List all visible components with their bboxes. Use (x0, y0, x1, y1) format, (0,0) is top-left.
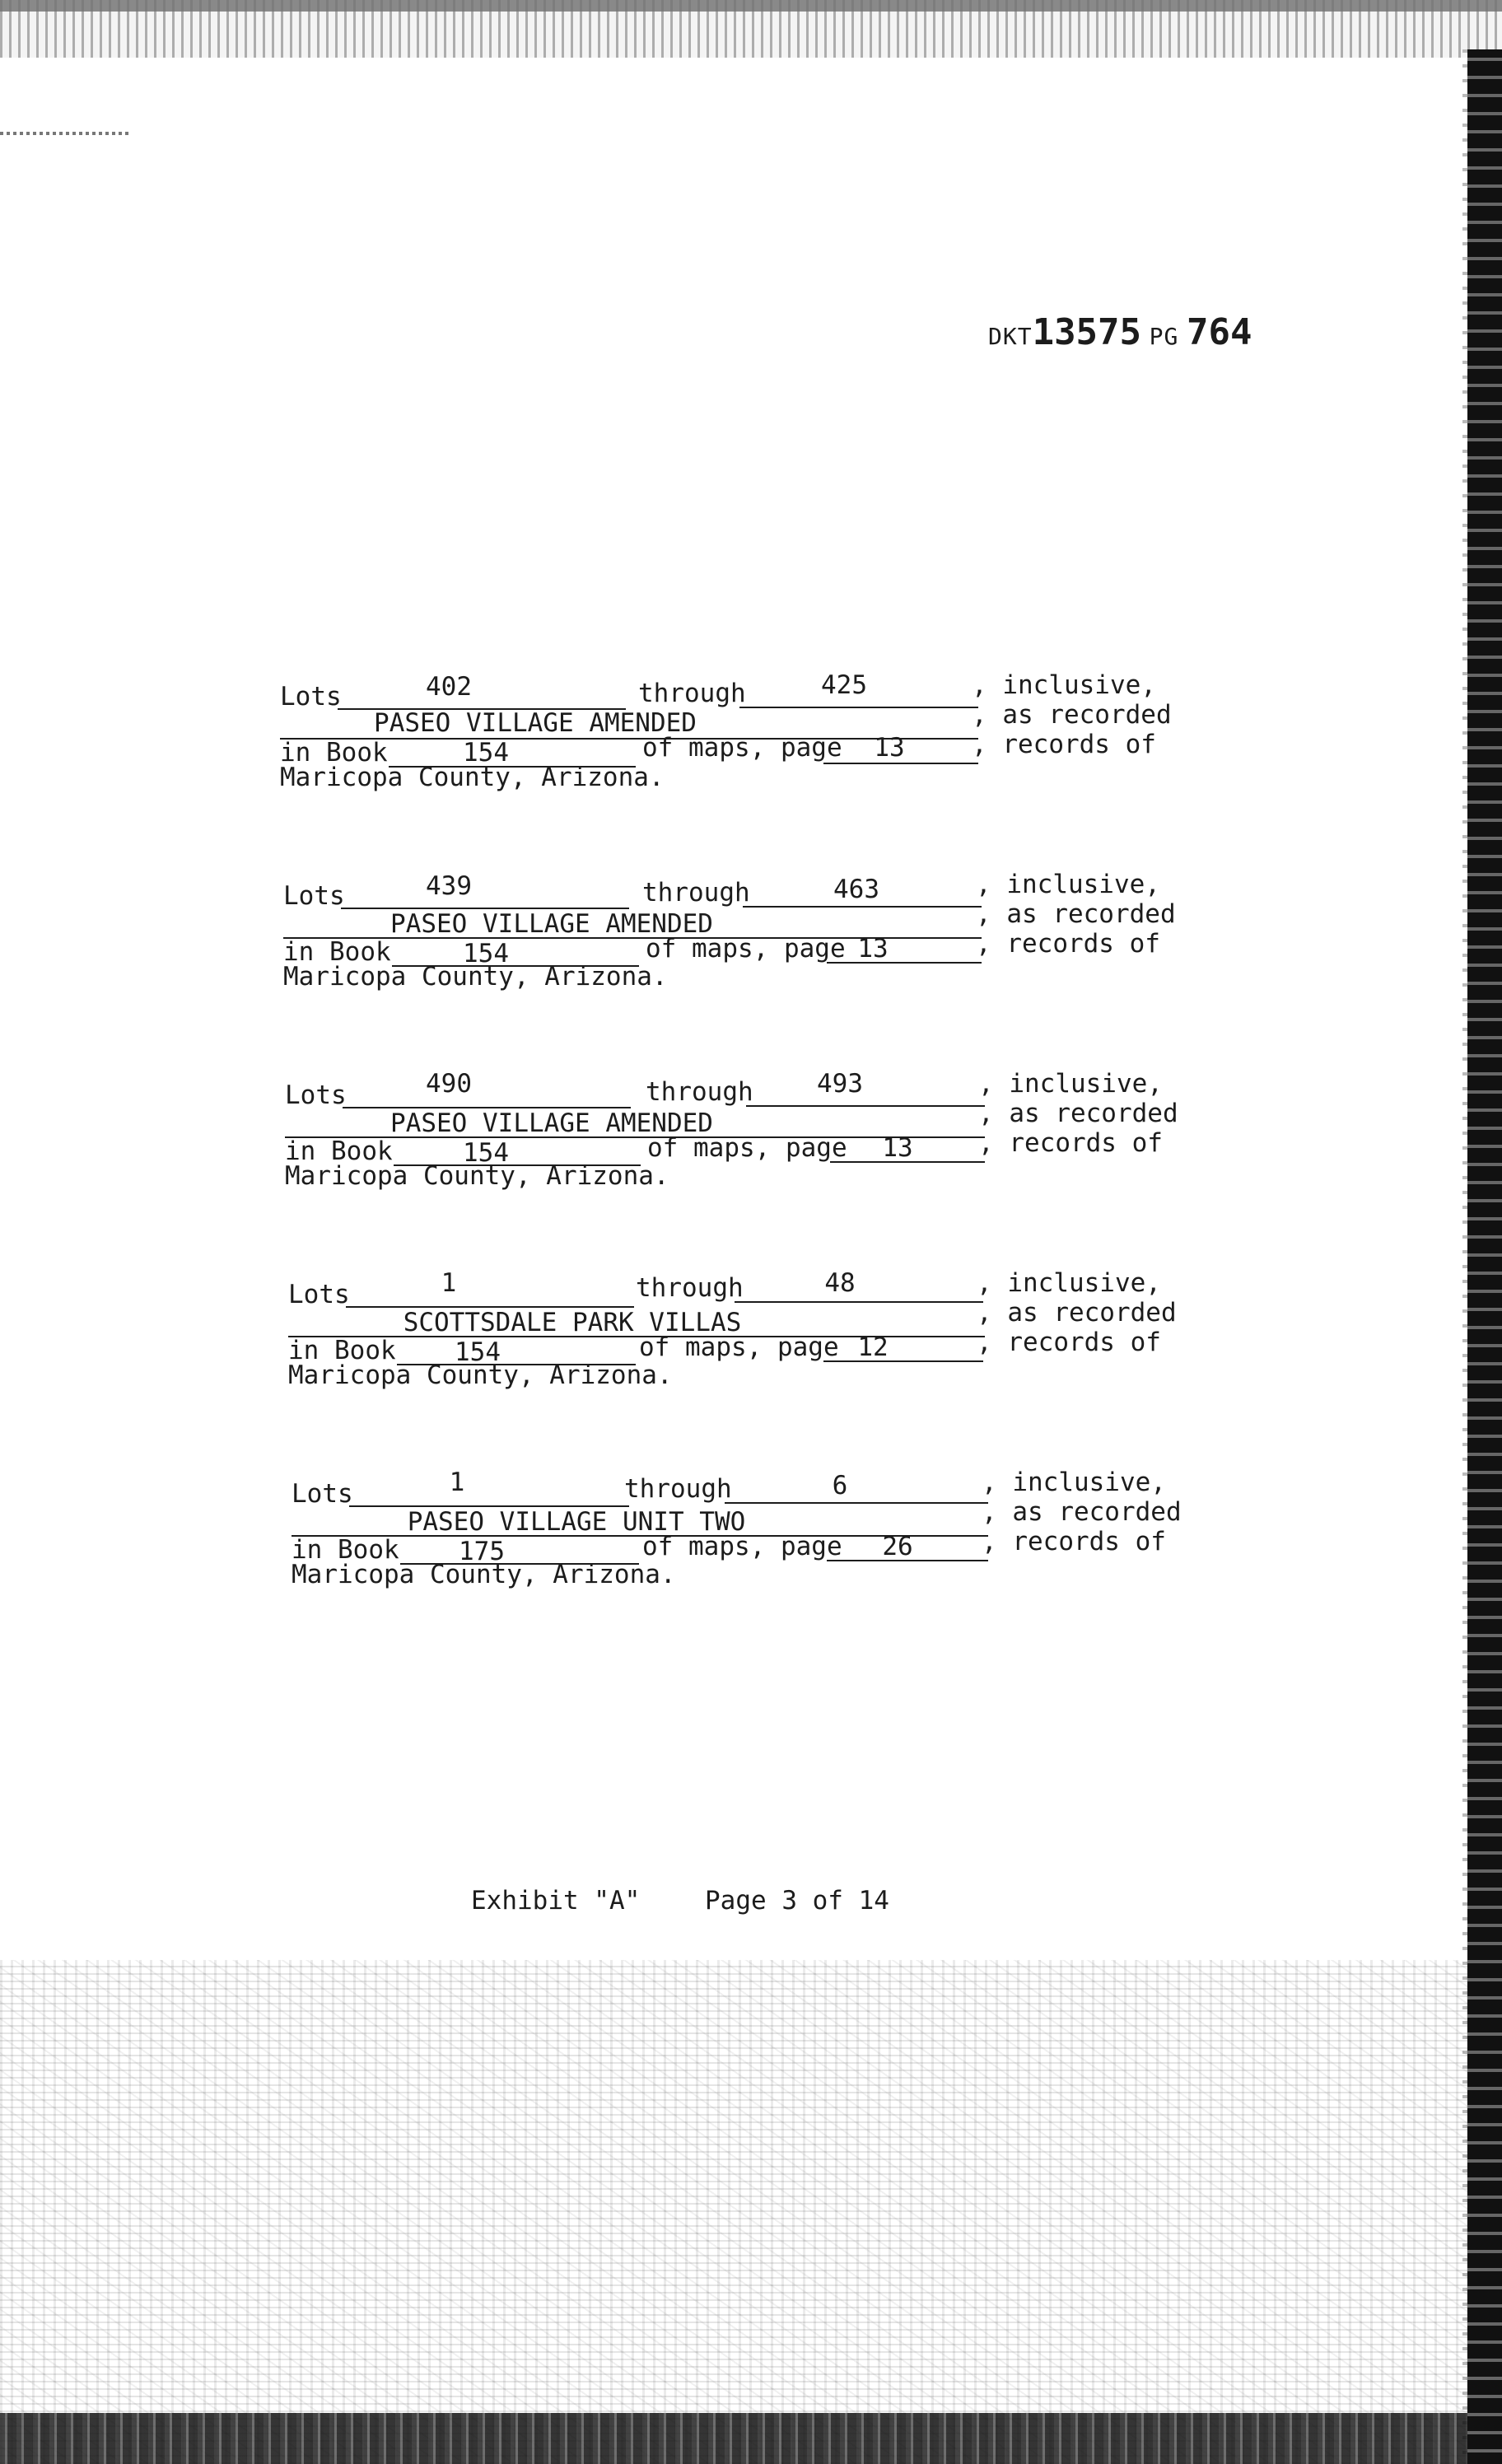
book-value: 154 (455, 1337, 501, 1367)
subdivision-name: PASEO VILLAGE UNIT TWO (407, 1507, 746, 1537)
lots-from-value: 1 (449, 1468, 465, 1497)
scan-edge-bottom (0, 2413, 1467, 2464)
lots-label: Lots (288, 1280, 350, 1309)
county-text: Maricopa County, Arizona. (288, 1360, 673, 1390)
lots-from-value: 439 (426, 871, 472, 901)
lots-to-value: 463 (833, 875, 879, 904)
lots-label: Lots (292, 1479, 353, 1509)
of-maps-label: of maps, page (642, 1532, 842, 1561)
of-maps-label: of maps, page (646, 934, 846, 964)
book-value: 154 (463, 1138, 509, 1168)
lots-from-value: 402 (426, 672, 472, 702)
docket-number: 13575 (1032, 311, 1142, 353)
page-count: Page 3 of 14 (705, 1886, 889, 1916)
lots-to-value: 425 (821, 670, 867, 700)
scan-edge-top (0, 0, 1502, 58)
inclusive-label: , inclusive, (976, 870, 1160, 899)
docket-reference (988, 311, 1252, 353)
as-recorded-label: , as recorded (977, 1298, 1177, 1328)
lot-entry (280, 1464, 1186, 1589)
as-recorded-label: , as recorded (972, 700, 1172, 730)
in-book-label: in Book (288, 1336, 396, 1365)
as-recorded-label: , as recorded (982, 1497, 1182, 1527)
inclusive-label: , inclusive, (977, 1268, 1161, 1298)
in-book-label: in Book (285, 1136, 393, 1166)
lots-label: Lots (280, 682, 342, 712)
lot-entry (280, 1265, 1186, 1390)
scan-noise-bottom (0, 1960, 1467, 2464)
county-text: Maricopa County, Arizona. (292, 1560, 676, 1589)
of-maps-label: of maps, page (639, 1332, 839, 1362)
lots-to-value: 493 (817, 1069, 863, 1099)
through-label: through (638, 679, 746, 708)
through-label: through (646, 1077, 753, 1107)
page-value: 12 (857, 1332, 889, 1362)
lots-label: Lots (283, 881, 345, 911)
through-label: through (636, 1273, 744, 1303)
in-book-label: in Book (292, 1535, 399, 1565)
book-value: 175 (459, 1537, 505, 1566)
subdivision-name: PASEO VILLAGE AMENDED (390, 1108, 713, 1138)
lot-entry (280, 1066, 1186, 1191)
lots-to-line (743, 906, 982, 908)
records-of-label: , records of (982, 1527, 1166, 1556)
page-value: 26 (882, 1532, 913, 1561)
in-book-label: in Book (280, 738, 388, 768)
lots-from-value: 1 (441, 1268, 457, 1298)
page-value: 13 (882, 1133, 913, 1163)
records-of-label: , records of (976, 929, 1160, 959)
scan-edge-right (1467, 49, 1502, 2464)
inclusive-label: , inclusive, (978, 1069, 1163, 1099)
inclusive-label: , inclusive, (982, 1468, 1166, 1497)
scan-stray-mark (0, 132, 132, 135)
book-value: 154 (463, 738, 509, 768)
records-of-label: , records of (972, 730, 1156, 759)
lots-to-line (735, 1301, 983, 1303)
lot-entry (280, 866, 1186, 992)
lots-to-line (746, 1105, 985, 1107)
lots-to-value: 48 (824, 1268, 856, 1298)
county-text: Maricopa County, Arizona. (280, 763, 665, 792)
subdivision-name: SCOTTSDALE PARK VILLAS (403, 1308, 742, 1337)
as-recorded-label: , as recorded (976, 899, 1176, 929)
page-number: 764 (1187, 311, 1252, 353)
subdivision-name: PASEO VILLAGE AMENDED (374, 708, 697, 738)
lots-to-line (725, 1502, 988, 1504)
in-book-label: in Book (283, 937, 391, 967)
lot-entry (280, 667, 1186, 792)
exhibit-label: Exhibit "A" (471, 1886, 641, 1916)
lots-from-value: 490 (426, 1069, 472, 1099)
page-value: 13 (874, 733, 905, 763)
county-text: Maricopa County, Arizona. (283, 962, 668, 992)
page-line (823, 763, 978, 764)
lots-to-value: 6 (832, 1471, 848, 1500)
subdivision-name: PASEO VILLAGE AMENDED (390, 909, 713, 939)
county-text: Maricopa County, Arizona. (285, 1161, 669, 1191)
book-value: 154 (463, 939, 509, 968)
through-label: through (642, 878, 750, 908)
records-of-label: , records of (978, 1128, 1163, 1158)
of-maps-label: of maps, page (647, 1133, 847, 1163)
records-of-label: , records of (977, 1328, 1161, 1357)
inclusive-label: , inclusive, (972, 670, 1156, 700)
of-maps-label: of maps, page (642, 733, 842, 763)
as-recorded-label: , as recorded (978, 1099, 1178, 1128)
page-prefix: PG (1149, 323, 1179, 350)
page-value: 13 (857, 934, 889, 964)
docket-prefix: DKT (988, 323, 1033, 350)
through-label: through (624, 1474, 732, 1504)
lots-label: Lots (285, 1080, 347, 1110)
